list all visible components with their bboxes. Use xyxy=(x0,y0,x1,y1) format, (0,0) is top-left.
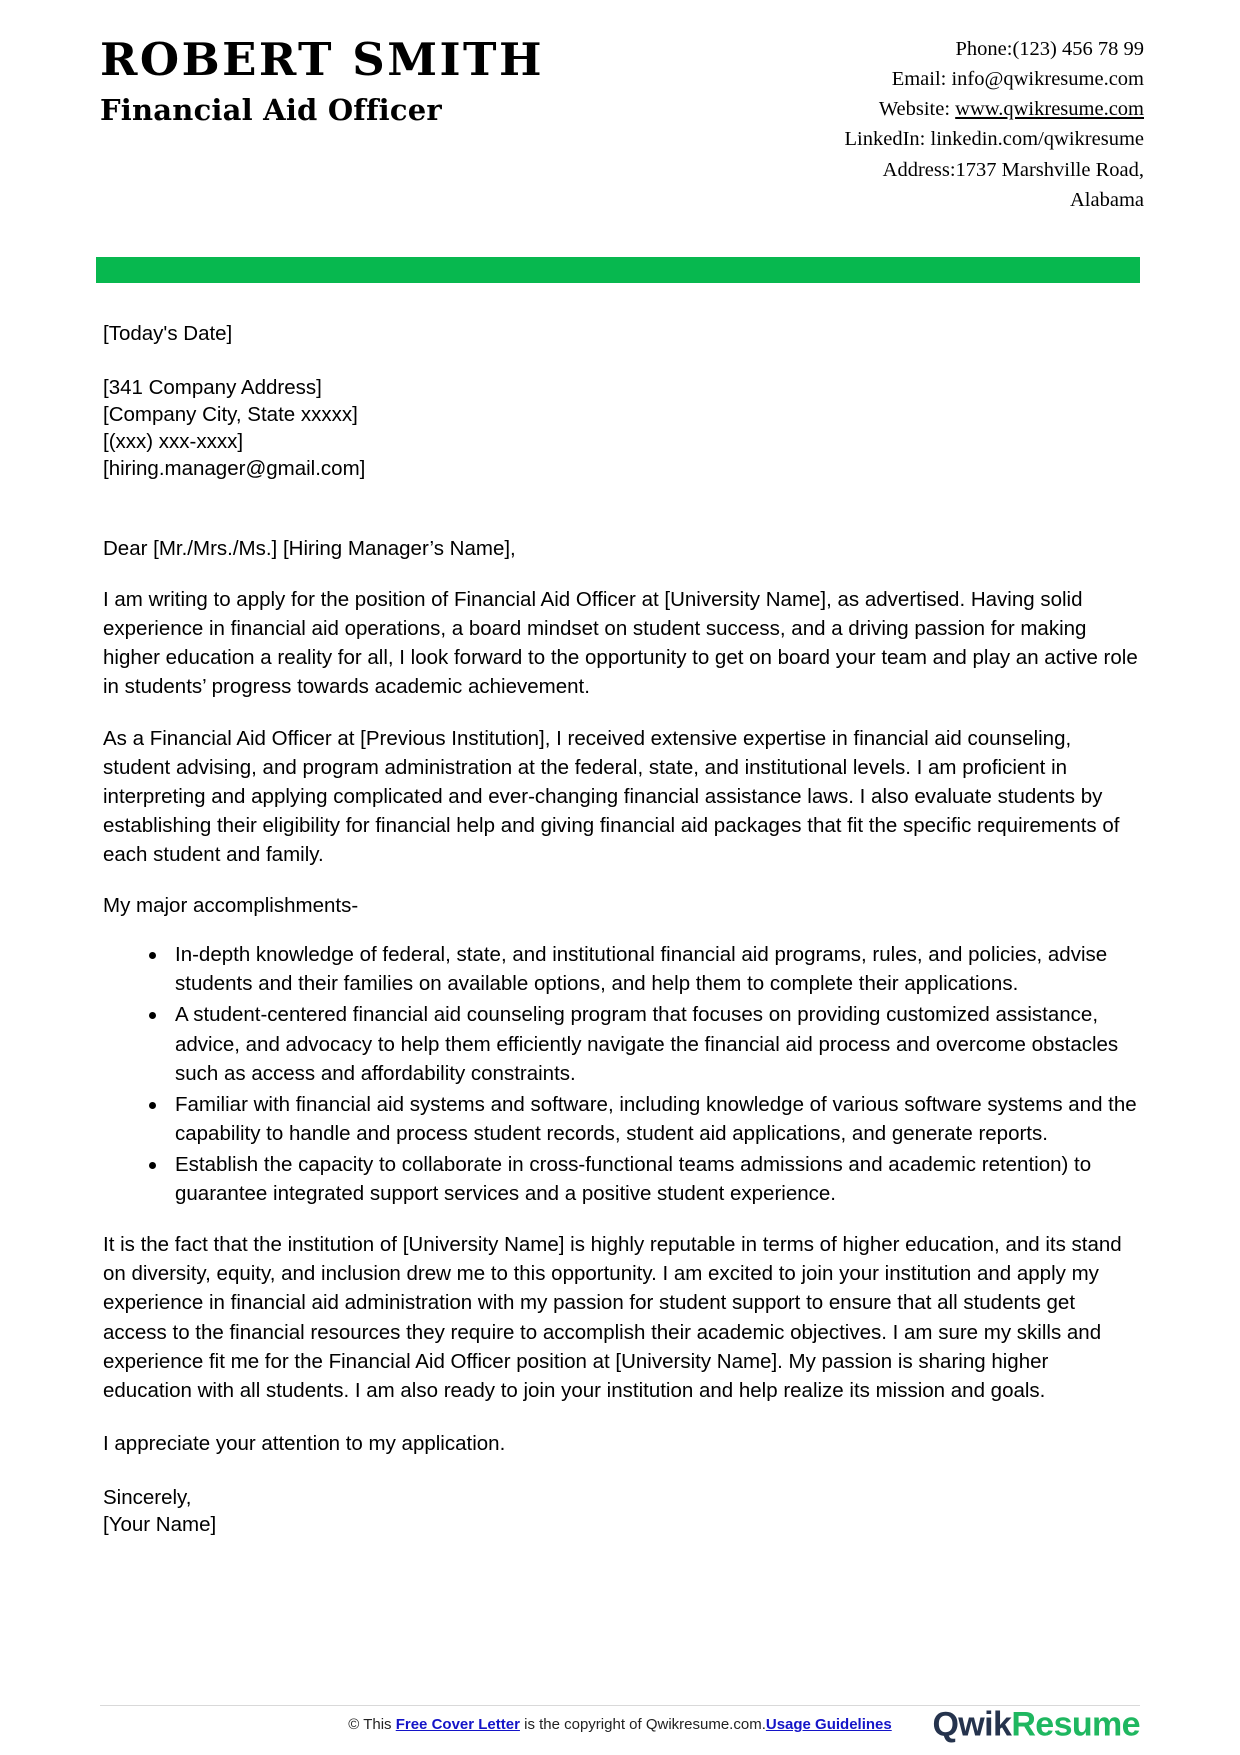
body-paragraph-1: I am writing to apply for the position of Financial Aid Officer at [University Name], as advertised. Having solid experience in financial aid operations, a board mindset on student success, and a driving passion for making higher education a reality for all, I look forward to the opportunity to get on board your team and play an active role in students’ progress towards academic achievement. xyxy=(103,588,1138,699)
footer-text-before: This xyxy=(359,1716,396,1733)
sign-off-block xyxy=(103,1484,1140,1538)
contact-address xyxy=(845,155,1144,185)
letter-header xyxy=(0,0,1240,215)
identity-block xyxy=(100,28,544,128)
job-title: Financial Aid Officer xyxy=(100,92,442,127)
qwikresume-logo[interactable] xyxy=(932,1705,1140,1744)
footer-inner xyxy=(60,1705,1180,1743)
copyright-icon: © xyxy=(348,1716,360,1733)
salutation: Dear [Mr./Mrs./Ms.] [Hiring Manager’s Name], xyxy=(103,537,516,561)
list-item: A student-centered financial aid counseling program that focuses on providing customized assistance, advice, and advocacy to help them efficiently navigate the financial aid process and overcome obstacles such as access and affordability constraints. xyxy=(175,1000,1140,1087)
recipient-city-line: [Company City, State xxxxx] xyxy=(103,402,358,426)
list-item: Familiar with financial aid systems and software, including knowledge of various software systems and the capability to handle and process student records, student aid applications, and generate reports. xyxy=(175,1090,1140,1148)
contact-website-value[interactable]: www.qwikresume.com xyxy=(955,98,1144,121)
contact-email-label: Email: xyxy=(891,68,947,91)
logo-qwik-text: Qwik xyxy=(932,1705,1012,1743)
sign-off-text: Sincerely, xyxy=(103,1486,192,1509)
footer-text-middle: is the copyright of Qwikresume.com. xyxy=(519,1716,766,1733)
list-item: In-depth knowledge of federal, state, and institutional financial aid programs, rules, and policies, advise students and their families on available options, and help them to complete their applications. xyxy=(175,940,1140,998)
contact-address-line2: Alabama xyxy=(1070,188,1144,211)
contact-address-value: 1737 Marshville Road, xyxy=(955,158,1144,181)
contact-website xyxy=(845,94,1144,124)
contact-address-label: Address: xyxy=(882,158,956,181)
body-paragraph-2: As a Financial Aid Officer at [Previous Institution], I received extensive expertise in financial aid counseling, student advising, and program administration at the federal, state, and institutional levels. I am proficient in interpreting and applying complicated and ever-changing financial assistance laws. I also evaluate students by establishing their eligibility for financial help and giving financial aid packages that fit the specific requirements of each student and family. xyxy=(103,726,1120,867)
contact-website-label: Website: xyxy=(878,98,951,121)
logo-resume-text: Resume xyxy=(1011,1705,1140,1743)
page-title: ROBERT SMITH xyxy=(100,33,545,86)
contact-linkedin-label: LinkedIn: xyxy=(844,128,926,151)
signature-name: [Your Name] xyxy=(103,1513,217,1537)
contact-linkedin-value[interactable]: linkedin.com/qwikresume xyxy=(930,128,1144,151)
usage-guidelines-link[interactable]: Usage Guidelines xyxy=(765,1716,892,1733)
contact-phone xyxy=(845,34,1144,64)
contact-block xyxy=(845,28,1144,215)
accent-bar xyxy=(96,257,1140,283)
contact-linkedin xyxy=(845,124,1144,154)
list-item: Establish the capacity to collaborate in cross-functional teams admissions and academic retention) to guarantee integrated support services and a positive student experience. xyxy=(175,1150,1140,1208)
accomplishments-intro: My major accomplishments- xyxy=(103,894,359,918)
accomplishments-list xyxy=(103,940,1140,1208)
contact-email xyxy=(845,64,1144,94)
body-paragraph-4: I appreciate your attention to my application. xyxy=(103,1431,506,1455)
page-footer xyxy=(0,1705,1240,1743)
contact-phone-label: Phone: xyxy=(955,38,1013,60)
recipient-block xyxy=(103,374,1140,482)
footer-copyright-note xyxy=(348,1716,891,1733)
recipient-address-line: [341 Company Address] xyxy=(103,375,322,399)
letter-body xyxy=(0,319,1240,1538)
free-cover-letter-link[interactable]: Free Cover Letter xyxy=(395,1716,520,1733)
date-line: [Today's Date] xyxy=(103,321,233,345)
recipient-email-line: [hiring.manager@gmail.com] xyxy=(103,457,366,480)
body-paragraph-3: It is the fact that the institution of [University Name] is highly reputable in terms of higher education, and its stand on diversity, equity, and inclusion drew me to this opportunity. I am excited to join your institution and apply my experience in financial aid administration with my passion for student support to ensure that all students get access to the financial resources they require to accomplish their academic objectives. I am sure my skills and experience fit me for the Financial Aid Officer position at [University Name]. My passion is sharing higher education with all students. I am also ready to join your institution and help realize its mission and goals. xyxy=(103,1233,1122,1402)
contact-phone-value: (123) 456 78 99 xyxy=(1012,38,1144,60)
recipient-phone-line: [(xxx) xxx-xxxx] xyxy=(103,429,244,453)
contact-email-value: info@qwikresume.com xyxy=(951,68,1144,91)
